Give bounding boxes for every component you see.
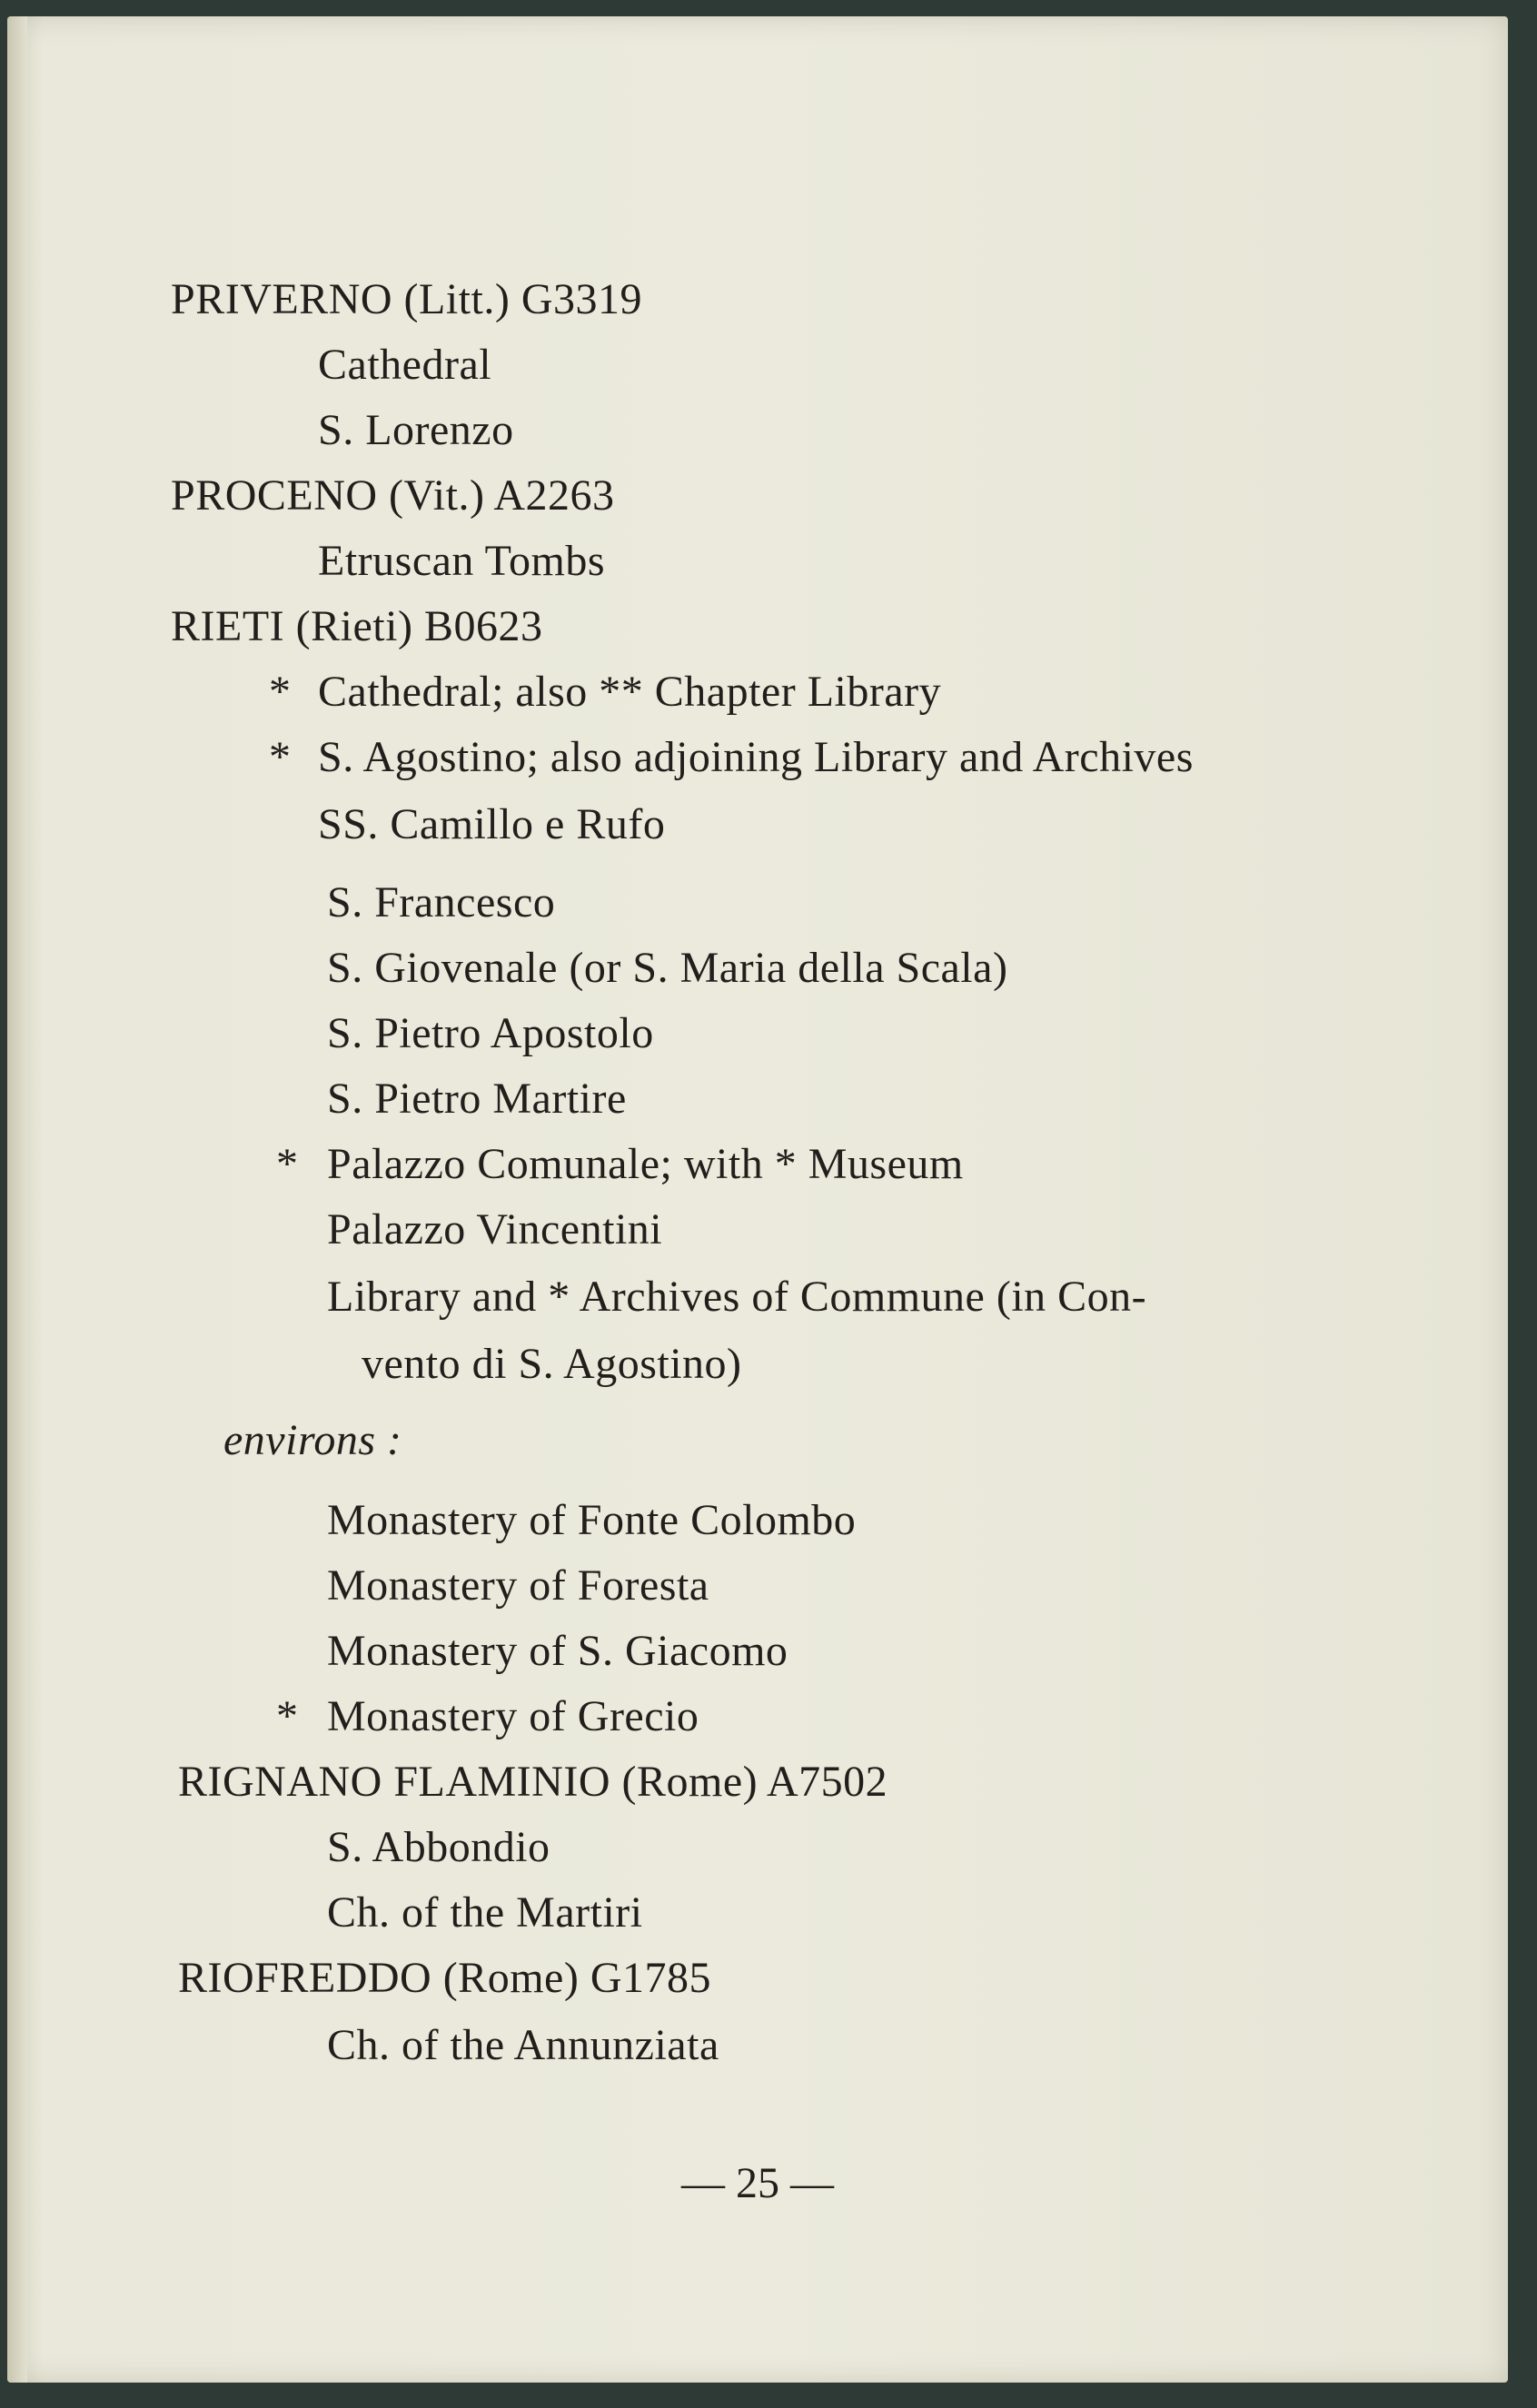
page-number: — 25 —: [681, 2159, 834, 2207]
site-line: Monastery of Grecio: [327, 1692, 699, 1740]
entry-proceno: PROCENO (Vit.) A2263: [171, 471, 615, 520]
continuation-line: vento di S. Agostino): [362, 1340, 742, 1388]
site-line: Library and * Archives of Commune (in Con-: [327, 1273, 1147, 1321]
site-line: Monastery of Foresta: [327, 1561, 709, 1610]
site-line: S. Francesco: [327, 878, 556, 927]
asterisk-mark: *: [276, 1692, 298, 1740]
site-line: Cathedral; also ** Chapter Library: [318, 668, 942, 716]
page-fold-shadow: [7, 16, 27, 2383]
site-line: S. Abbondio: [327, 1823, 550, 1871]
site-line: Etruscan Tombs: [318, 537, 606, 585]
book-page: [7, 16, 1508, 2383]
entry-riofreddo: RIOFREDDO (Rome) G1785: [178, 1954, 711, 2002]
site-line: S. Pietro Martire: [327, 1075, 627, 1123]
site-line: SS. Camillo e Rufo: [318, 800, 666, 848]
site-line: Ch. of the Martiri: [327, 1888, 643, 1937]
entry-priverno: PRIVERNO (Litt.) G3319: [171, 275, 642, 323]
site-line: S. Giovenale (or S. Maria della Scala): [327, 944, 1008, 992]
site-line: S. Agostino; also adjoining Library and Archives: [318, 733, 1194, 781]
asterisk-mark: *: [276, 1140, 298, 1188]
site-line: Cathedral: [318, 341, 492, 389]
site-line: Ch. of the Annunziata: [327, 2021, 719, 2069]
environs-heading: environs :: [223, 1416, 402, 1464]
site-line: S. Pietro Apostolo: [327, 1009, 654, 1057]
site-line: Palazzo Vincentini: [327, 1205, 663, 1254]
site-line: Monastery of S. Giacomo: [327, 1627, 788, 1675]
site-line: Palazzo Comunale; with * Museum: [327, 1140, 964, 1188]
entry-rignano-flaminio: RIGNANO FLAMINIO (Rome) A7502: [178, 1758, 888, 1806]
asterisk-mark: *: [269, 668, 291, 716]
site-line: S. Lorenzo: [318, 406, 514, 454]
entry-rieti: RIETI (Rieti) B0623: [171, 602, 543, 650]
asterisk-mark: *: [269, 733, 291, 781]
site-line: Monastery of Fonte Colombo: [327, 1496, 857, 1544]
